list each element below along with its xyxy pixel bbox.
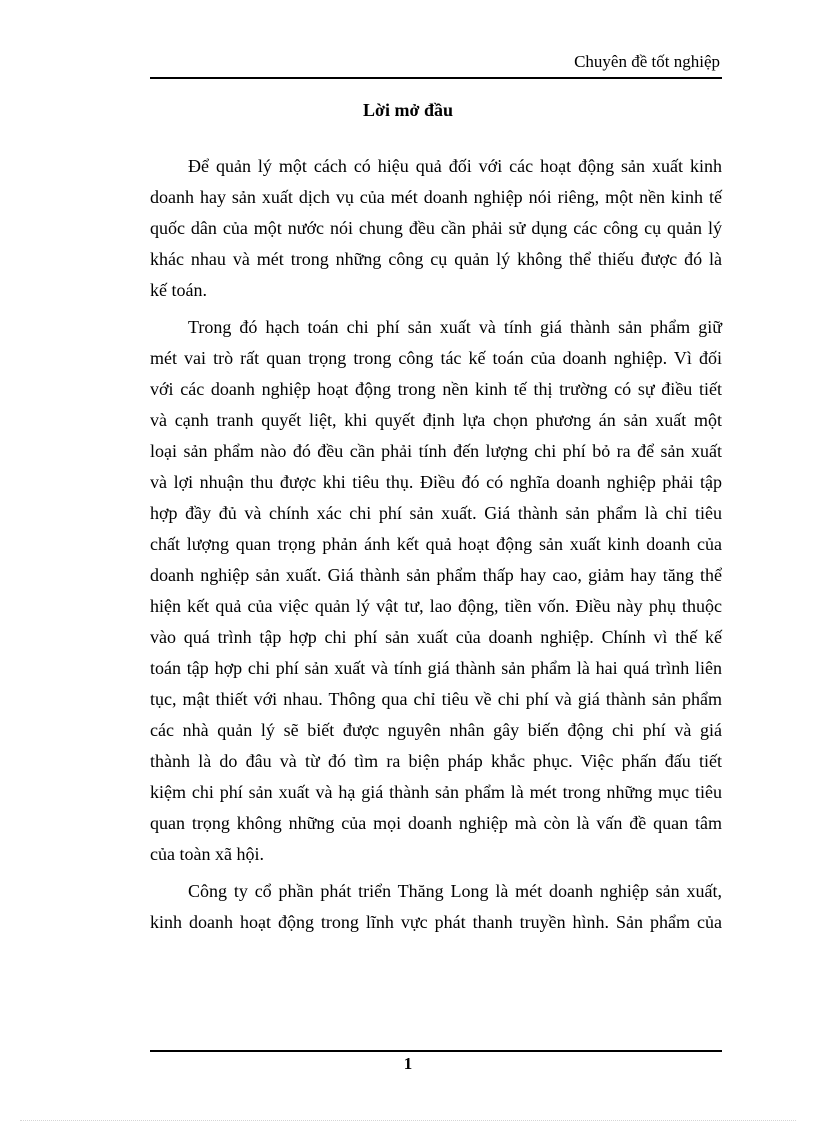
- text-line: kinh doanh hoạt động trong lĩnh vực phát thanh truyền hình. Sản phẩm của: [150, 912, 722, 932]
- text-line: các nhà quản lý sẽ biết được nguyên nhân gây biến động chi phí và giá: [150, 720, 722, 740]
- footer-rule: [150, 1050, 722, 1052]
- text-line: doanh nghiệp sản xuất. Giá thành sản phẩm thấp hay cao, giảm hay tăng thể: [150, 565, 722, 585]
- text-line: Trong đó hạch toán chi phí sản xuất và tính giá thành sản phẩm giữ: [188, 317, 722, 337]
- page-number: 1: [403, 1054, 413, 1073]
- text-line: khác nhau và mét trong những công cụ quản lý không thể thiếu được đó là: [150, 249, 722, 269]
- paragraph: [150, 151, 722, 306]
- document-title: Lời mở đầu: [363, 100, 453, 120]
- text-line: kế toán.: [150, 280, 207, 300]
- text-line: quan trọng không những của mọi doanh nghiệp mà còn là vấn đề quan tâm: [150, 813, 722, 833]
- header-title: Chuyên đề tốt nghiệp: [574, 52, 720, 71]
- text-line: với các doanh nghiệp hoạt động trong nền kinh tế thị trường có sự điều tiết: [150, 379, 722, 399]
- text-line: vào quá trình tập hợp chi phí sản xuất của doanh nghiệp. Chính vì thế kế: [150, 627, 722, 647]
- text-line: và cạnh tranh quyết liệt, khi quyết định lựa chọn phương án sản xuất một: [150, 410, 722, 430]
- text-line: chất lượng quan trọng phản ánh kết quả hoạt động sản xuất kinh doanh của: [150, 534, 722, 554]
- text-line: toán tập hợp chi phí sản xuất và tính giá thành sản phẩm là hai quá trình liên: [150, 658, 722, 678]
- text-line: Công ty cổ phần phát triển Thăng Long là mét doanh nghiệp sản xuất,: [188, 881, 722, 901]
- paragraph: [150, 876, 722, 938]
- text-line: doanh hay sản xuất dịch vụ của mét doanh nghiệp nói riêng, một nền kinh tế: [150, 187, 722, 207]
- text-line: tục, mật thiết với nhau. Thông qua chỉ tiêu về chi phí và giá thành sản phẩm: [150, 689, 722, 709]
- text-line: của toàn xã hội.: [150, 844, 264, 864]
- text-line: và lợi nhuận thu được khi tiêu thụ. Điều đó có nghĩa doanh nghiệp phải tập: [150, 472, 722, 492]
- text-line: mét vai trò rất quan trọng trong công tác kế toán của doanh nghiệp. Vì đối: [150, 348, 722, 368]
- text-line: hợp đầy đủ và chính xác chi phí sản xuất. Giá thành sản phẩm là chỉ tiêu: [150, 503, 722, 523]
- text-line: quốc dân của một nước nói chung đều cần phải sử dụng các công cụ quản lý: [150, 218, 722, 238]
- text-line: loại sản phẩm nào đó đều cần phải tính đến lượng chi phí bỏ ra để sản xuất: [150, 441, 722, 461]
- text-line: thành là do đâu và từ đó tìm ra biện pháp khắc phục. Việc phấn đấu tiết: [150, 751, 722, 771]
- page-edge-dotted-line: [20, 1120, 796, 1121]
- paragraph: [150, 312, 722, 870]
- text-line: Để quản lý một cách có hiệu quả đối với các hoạt động sản xuất kinh: [188, 156, 722, 176]
- page-header: [150, 50, 722, 79]
- text-line: kiệm chi phí sản xuất và hạ giá thành sản phẩm là mét trong những mục tiêu: [150, 782, 722, 802]
- text-line: hiện kết quả của việc quản lý vật tư, lao động, tiền vốn. Điều này phụ thuộc: [150, 596, 722, 616]
- document-body: [150, 151, 722, 938]
